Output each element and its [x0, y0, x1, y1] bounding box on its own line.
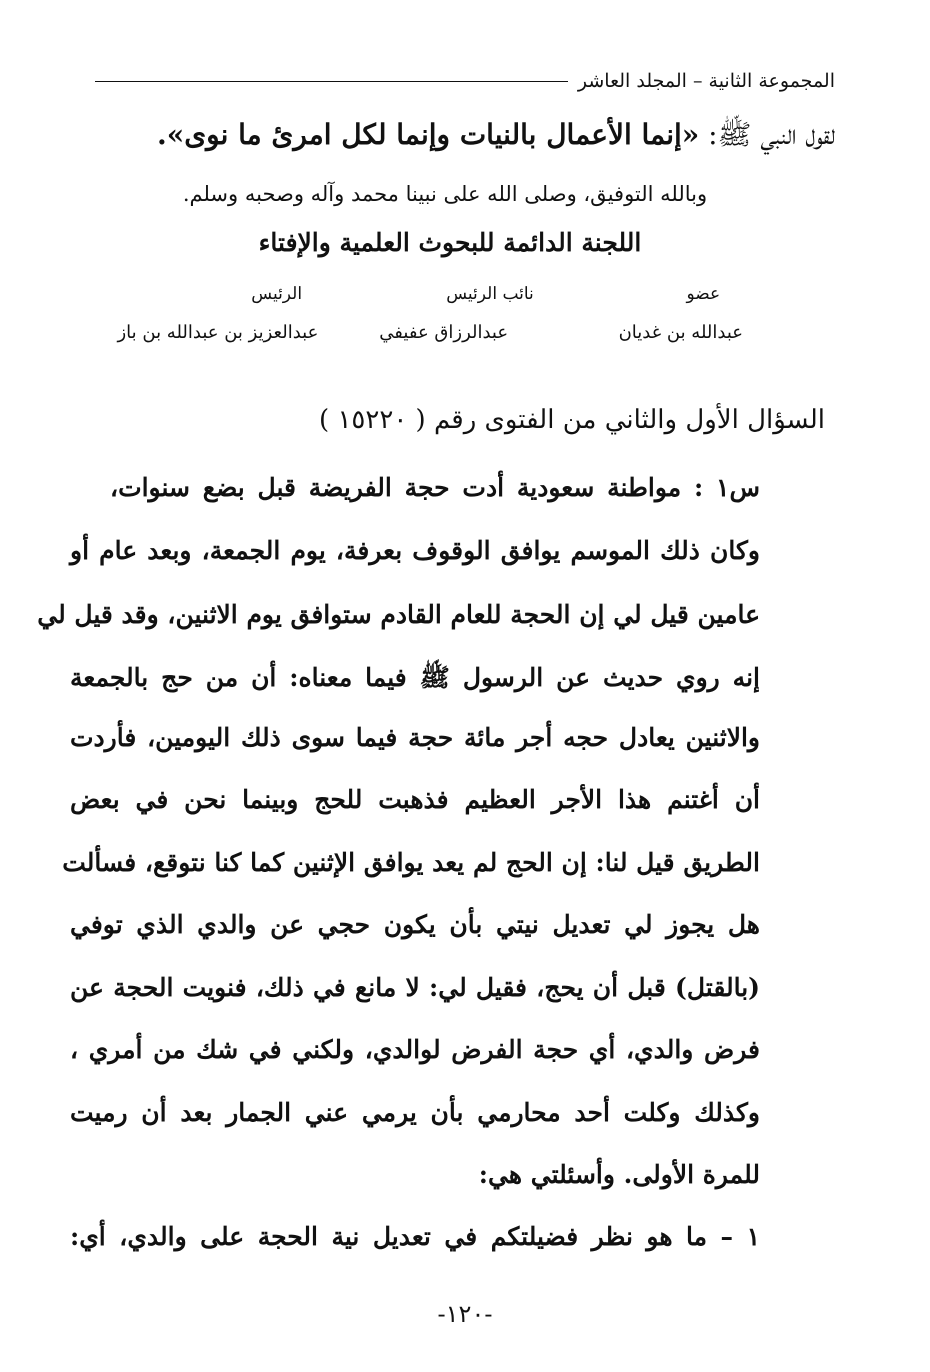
body-line: س١ : مواطنة سعودية أدت حجة الفريضة قبل بضع سنوات،: [110, 473, 760, 502]
body-line: أن أغتنم هذا الأجر العظيم فذهبت للحج وبينما نحن في بعض: [70, 785, 760, 814]
role-member: عضو: [686, 284, 721, 304]
hadith-text: «إنما الأعمال بالنيات وإنما لكل امرئ ما نوى».: [156, 118, 700, 151]
signatory-roles: [170, 284, 810, 304]
body-line: والاثنين يعادل حجه أجر مائة حجة فيما سوى ذلك اليومين، فأردت: [70, 723, 760, 752]
body-line: إنه روي حديث عن الرسول ﷺ فيما معناه: أن من حج بالجمعة: [70, 663, 760, 692]
running-header: [95, 70, 835, 92]
question-title: السؤال الأول والثاني من الفتوى رقم ( ١٥٢٢٠ ): [319, 405, 825, 435]
name-member: عبدالله بن غديان: [618, 322, 744, 343]
body-line: هل يجوز لي تعديل نيتي بأن يكون حجي عن والدي الذي توفي: [70, 910, 760, 939]
name-president: عبدالعزيز بن عبدالله بن باز: [117, 322, 319, 343]
body-line: وكان ذلك الموسم يوافق الوقوف بعرفة، يوم الجمعة، وبعد عام أو: [70, 536, 760, 565]
body-line: فرض والدي، أي حجة الفرض لوالدي، ولكني في شك من أمري ،: [70, 1035, 760, 1064]
signatory-names: [105, 322, 805, 343]
page-number: -١٢٠-: [437, 1300, 493, 1328]
body-line: (بالقتل) قبل أن يحج، فقيل لي: لا مانع في ذلك، فنويت الحجة عن: [70, 973, 760, 1002]
body-line: وكذلك وكلت أحد محارمي بأن يرمي عني الجمار بعد أن رميت: [70, 1098, 760, 1127]
role-president: الرئيس: [251, 284, 303, 304]
body-line: عامين قيل لي إن الحجة للعام القادم ستوافق يوم الاثنين، وقد قيل لي: [37, 600, 760, 629]
hadith-prefix: لقول النبي ﷺ:: [699, 118, 835, 151]
body-line: ١ – ما هو نظر فضيلتكم في تعديل نية الحجة على والدي، أي:: [70, 1222, 760, 1251]
body-line: للمرة الأولى. وأسئلتي هي:: [478, 1160, 760, 1189]
name-vice-president: عبدالرزاق عفيفي: [379, 322, 509, 343]
role-vice-president: نائب الرئيس: [446, 284, 534, 304]
header-rule: [95, 81, 568, 82]
committee-name: اللجنة الدائمة للبحوث العلمية والإفتاء: [258, 228, 642, 257]
hadith-line: [95, 118, 835, 158]
closing-line: وبالله التوفيق، وصلى الله على نبينا محمد وآله وصحبه وسلم.: [182, 182, 708, 206]
running-title: المجموعة الثانية – المجلد العاشر: [577, 70, 835, 92]
body-line: الطريق قيل لنا: إن الحج لم يعد يوافق الإثنين كما كنا نتوقع، فسألت: [62, 848, 760, 877]
